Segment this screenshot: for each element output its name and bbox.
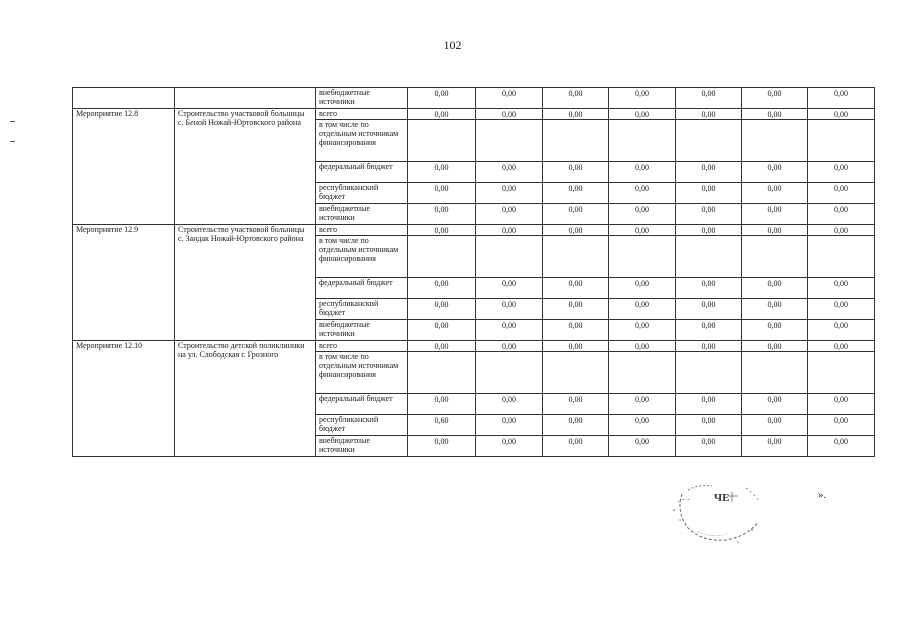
value-cell: 0,00 — [676, 88, 742, 109]
measure-name: Мероприятие 12.10 — [73, 341, 175, 457]
source-cell: федеральный бюджет — [316, 162, 408, 183]
value-cell: 0,00 — [609, 415, 676, 436]
value-cell: 0,00 — [609, 320, 676, 341]
table-row — [73, 109, 875, 120]
value-cell: 0,00 — [742, 394, 808, 415]
table-row — [73, 341, 875, 352]
value-cell: 0,00 — [676, 320, 742, 341]
value-cell: 0,00 — [609, 204, 676, 225]
value-cell: 0,00 — [543, 299, 609, 320]
value-cell: 0,00 — [543, 415, 609, 436]
value-cell: 0,00 — [676, 162, 742, 183]
value-cell: 0,00 — [808, 109, 875, 120]
value-cell: 0,00 — [676, 183, 742, 204]
value-cell — [676, 120, 742, 162]
value-cell — [476, 236, 543, 278]
value-cell: 0,00 — [543, 320, 609, 341]
value-cell: 0,00 — [408, 299, 476, 320]
value-cell: 0,00 — [808, 88, 875, 109]
value-cell — [476, 120, 543, 162]
value-cell: 0,00 — [808, 204, 875, 225]
value-cell: 0,00 — [476, 204, 543, 225]
page-number: 102 — [443, 38, 462, 52]
value-cell — [543, 352, 609, 394]
value-cell: 0,00 — [476, 299, 543, 320]
source-cell: республиканский бюджет — [316, 415, 408, 436]
source-cell: республиканский бюджет — [316, 183, 408, 204]
measure-name: Мероприятие 12.8 — [73, 109, 175, 225]
value-cell: 0,00 — [543, 109, 609, 120]
source-cell: федеральный бюджет — [316, 394, 408, 415]
description-cell — [175, 88, 316, 109]
value-cell: 0,00 — [609, 225, 676, 236]
value-cell: 0,00 — [476, 88, 543, 109]
source-cell: в том числе по отдельным источникам финансирования — [316, 120, 408, 162]
value-cell: 0,00 — [742, 162, 808, 183]
source-cell: внебюджетные источники — [316, 204, 408, 225]
value-cell: 0,00 — [742, 299, 808, 320]
value-cell: 0,00 — [742, 415, 808, 436]
budget-table — [72, 87, 875, 457]
value-cell — [742, 352, 808, 394]
value-cell: 0,00 — [742, 278, 808, 299]
value-cell: 0,00 — [476, 436, 543, 457]
value-cell: 0,00 — [609, 162, 676, 183]
value-cell: 0,00 — [543, 183, 609, 204]
value-cell: 0,00 — [543, 436, 609, 457]
value-cell: 0,00 — [676, 204, 742, 225]
value-cell: 0,00 — [742, 88, 808, 109]
source-cell: внебюджетные источники — [316, 88, 408, 109]
value-cell: 0,00 — [609, 436, 676, 457]
value-cell: 0,00 — [676, 299, 742, 320]
measure-cell — [73, 88, 175, 109]
value-cell — [543, 120, 609, 162]
source-cell: республиканский бюджет — [316, 299, 408, 320]
seal-text: ЧЕ — [714, 492, 730, 504]
source-cell: в том числе по отдельным источникам финансирования — [316, 352, 408, 394]
value-cell: 0,00 — [476, 341, 543, 352]
value-cell: 0,00 — [676, 278, 742, 299]
value-cell: 0,00 — [408, 225, 476, 236]
value-cell: 0,00 — [742, 109, 808, 120]
value-cell — [609, 352, 676, 394]
source-cell: внебюджетные источники — [316, 320, 408, 341]
source-cell: всего — [316, 225, 408, 236]
value-cell — [408, 120, 476, 162]
value-cell: 0,00 — [808, 278, 875, 299]
value-cell: 0,00 — [543, 162, 609, 183]
value-cell: 0,00 — [543, 88, 609, 109]
value-cell: 0,00 — [543, 225, 609, 236]
value-cell: 0,00 — [808, 394, 875, 415]
value-cell: 0,00 — [408, 278, 476, 299]
value-cell: 0,00 — [476, 162, 543, 183]
value-cell: 0,00 — [609, 299, 676, 320]
value-cell: 0,00 — [408, 88, 476, 109]
value-cell: 0,00 — [408, 204, 476, 225]
value-cell — [543, 236, 609, 278]
value-cell: 0,00 — [609, 109, 676, 120]
source-cell: всего — [316, 341, 408, 352]
value-cell: 0,00 — [408, 109, 476, 120]
value-cell: 0,00 — [609, 183, 676, 204]
value-cell — [609, 120, 676, 162]
value-cell: 0,00 — [676, 415, 742, 436]
value-cell: 0,00 — [808, 183, 875, 204]
value-cell: 0,00 — [742, 341, 808, 352]
value-cell: 0,00 — [742, 183, 808, 204]
table-row — [73, 225, 875, 236]
value-cell — [808, 236, 875, 278]
value-cell: 0,00 — [808, 436, 875, 457]
value-cell: 0,00 — [742, 204, 808, 225]
table-row — [73, 88, 875, 109]
margin-mark — [10, 141, 15, 142]
source-cell: всего — [316, 109, 408, 120]
source-cell: федеральный бюджет — [316, 278, 408, 299]
value-cell: 0,00 — [476, 415, 543, 436]
value-cell: 0,00 — [609, 394, 676, 415]
value-cell: 0,00 — [476, 394, 543, 415]
value-cell: 0,00 — [676, 341, 742, 352]
value-cell: 0,00 — [808, 162, 875, 183]
value-cell — [408, 352, 476, 394]
value-cell: 0,00 — [609, 341, 676, 352]
value-cell: 0,00 — [408, 320, 476, 341]
value-cell: 0,00 — [676, 436, 742, 457]
value-cell — [676, 352, 742, 394]
value-cell: 0,00 — [676, 225, 742, 236]
closing-quote-mark: ». — [818, 489, 827, 501]
official-seal-stamp — [668, 480, 766, 546]
value-cell — [742, 120, 808, 162]
margin-mark — [10, 121, 15, 122]
value-cell: 0,00 — [808, 341, 875, 352]
value-cell: 0,00 — [543, 394, 609, 415]
value-cell: 0,00 — [476, 320, 543, 341]
measure-description: Строительство участковой больницы с. Зандак Ножай-Юртовского района — [175, 225, 316, 341]
value-cell: 0,00 — [676, 109, 742, 120]
value-cell: 0,00 — [609, 88, 676, 109]
value-cell: 0,00 — [808, 320, 875, 341]
value-cell: 0,00 — [808, 415, 875, 436]
value-cell — [808, 120, 875, 162]
value-cell: 0,00 — [609, 278, 676, 299]
measure-name: Мероприятие 12.9 — [73, 225, 175, 341]
value-cell: 0,00 — [543, 204, 609, 225]
value-cell: 0,00 — [742, 320, 808, 341]
value-cell: 0,00 — [408, 183, 476, 204]
value-cell: 0,00 — [476, 225, 543, 236]
value-cell: 0,00 — [742, 225, 808, 236]
value-cell: 0,00 — [408, 394, 476, 415]
measure-description: Строительство детской поликлиники на ул. Слободская г. Грозного — [175, 341, 316, 457]
value-cell: 0,00 — [808, 299, 875, 320]
value-cell — [408, 236, 476, 278]
value-cell: 0,00 — [742, 436, 808, 457]
source-cell: в том числе по отдельным источникам финансирования — [316, 236, 408, 278]
value-cell: 0,00 — [808, 225, 875, 236]
value-cell — [609, 236, 676, 278]
value-cell: 0,00 — [543, 341, 609, 352]
measure-description: Строительство участковой больницы с. Беной Ножай-Юртовского района — [175, 109, 316, 225]
value-cell — [476, 352, 543, 394]
value-cell: 0,60 — [408, 415, 476, 436]
source-cell: внебюджетные источники — [316, 436, 408, 457]
value-cell: 0,00 — [676, 394, 742, 415]
value-cell — [676, 236, 742, 278]
value-cell: 0,00 — [543, 278, 609, 299]
value-cell: 0,00 — [408, 341, 476, 352]
value-cell: 0,00 — [476, 183, 543, 204]
value-cell: 0,00 — [408, 436, 476, 457]
value-cell: 0,00 — [476, 109, 543, 120]
value-cell — [742, 236, 808, 278]
value-cell — [808, 352, 875, 394]
value-cell: 0,00 — [476, 278, 543, 299]
value-cell: 0,00 — [408, 162, 476, 183]
